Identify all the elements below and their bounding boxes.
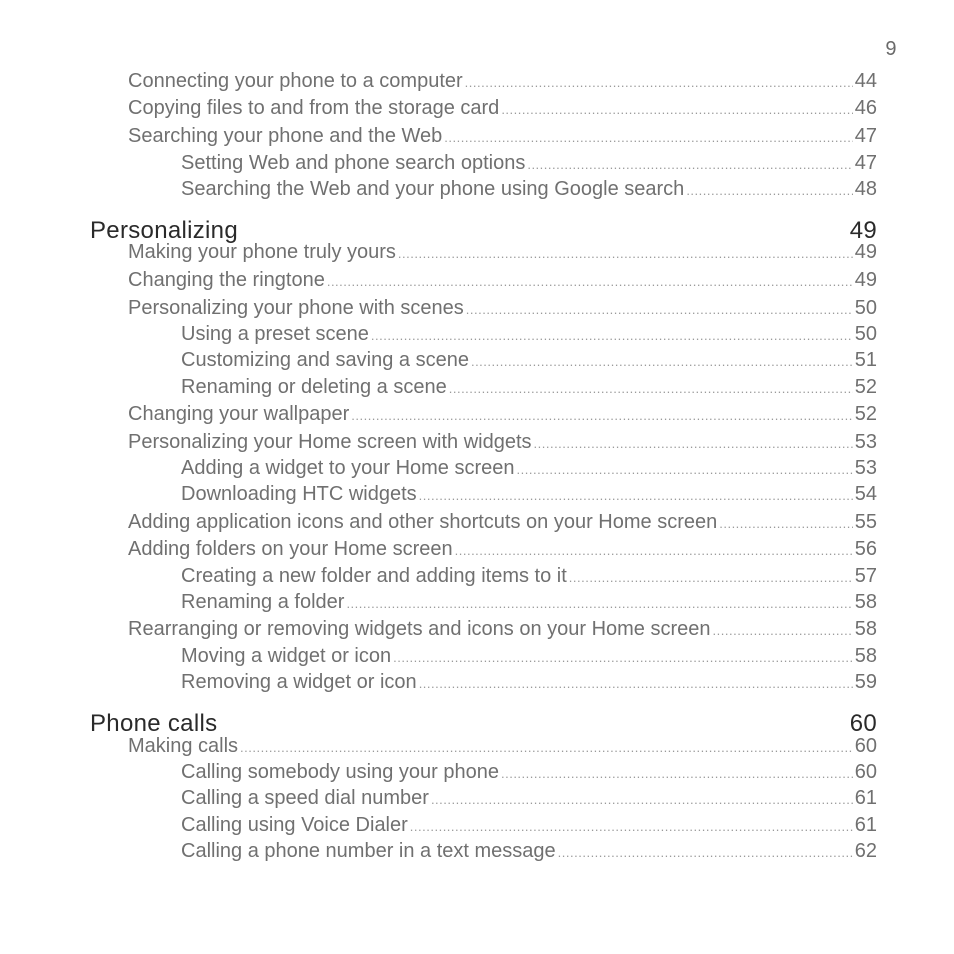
toc-entry-title: Adding application icons and other shortcuts on your Home screen	[128, 511, 718, 533]
toc-entry-page: 55	[854, 511, 877, 533]
dot-leader	[419, 488, 853, 503]
toc-entry-title: Making your phone truly yours	[128, 241, 396, 263]
toc-entry[interactable]	[0, 152, 954, 175]
toc-entry-page: 49	[854, 241, 877, 263]
dot-leader	[465, 75, 853, 90]
dot-leader	[410, 819, 853, 834]
toc-entry[interactable]	[0, 761, 954, 784]
dot-leader	[569, 570, 853, 585]
toc-section-page: 49	[849, 217, 877, 244]
toc-entry-page: 48	[854, 178, 877, 200]
toc-entry-title: Setting Web and phone search options	[181, 152, 526, 174]
toc-entry-title: Rearranging or removing widgets and icons on your Home screen	[128, 618, 711, 640]
dot-leader	[398, 246, 853, 261]
toc-entry-page: 46	[854, 97, 877, 119]
toc-entry-page: 44	[854, 70, 877, 92]
toc-entry[interactable]	[0, 538, 954, 561]
dot-leader	[501, 102, 852, 117]
toc-entry-title: Personalizing your Home screen with widgets	[128, 431, 532, 453]
dot-leader	[455, 543, 853, 558]
toc-entry-title: Calling a speed dial number	[181, 787, 429, 809]
dot-leader	[240, 740, 853, 755]
toc-entry-page: 59	[854, 671, 877, 693]
toc-entry[interactable]	[0, 241, 954, 264]
toc-entry-page: 60	[854, 735, 877, 757]
dot-leader	[527, 157, 852, 172]
toc-entry-page: 60	[854, 761, 877, 783]
toc-section-page: 60	[849, 710, 877, 737]
toc-entry-page: 49	[854, 269, 877, 291]
toc-entry[interactable]	[0, 457, 954, 480]
toc-entry-page: 52	[854, 376, 877, 398]
toc-entry[interactable]	[0, 431, 954, 454]
dot-leader	[686, 183, 852, 198]
toc-entry[interactable]	[0, 297, 954, 320]
dot-leader	[471, 354, 853, 369]
toc-entry-title: Moving a widget or icon	[181, 645, 392, 667]
dot-leader	[431, 792, 853, 807]
toc-entry-page: 53	[854, 431, 877, 453]
dot-leader	[371, 328, 853, 343]
toc-entry-title: Changing the ringtone	[128, 269, 325, 291]
toc-entry[interactable]	[0, 269, 954, 292]
toc-entry-title: Copying files to and from the storage card	[128, 97, 500, 119]
dot-leader	[517, 462, 853, 477]
toc-entry-page: 56	[854, 538, 877, 560]
toc-entry-title: Removing a widget or icon	[181, 671, 417, 693]
toc-entry-title: Personalizing your phone with scenes	[128, 297, 464, 319]
toc-entry[interactable]	[0, 618, 954, 641]
toc-entry[interactable]	[0, 814, 954, 837]
toc-entry-title: Customizing and saving a scene	[181, 349, 469, 371]
dot-leader	[719, 516, 853, 531]
toc-entry[interactable]	[0, 70, 954, 93]
dot-leader	[346, 596, 852, 611]
toc-entry[interactable]	[0, 178, 954, 201]
toc-entry[interactable]	[0, 125, 954, 148]
toc-entry-title: Renaming a folder	[181, 591, 345, 613]
dot-leader	[501, 766, 853, 781]
dot-leader	[327, 274, 853, 289]
toc-entry[interactable]	[0, 349, 954, 372]
toc-entry-page: 47	[854, 125, 877, 147]
dot-leader	[393, 650, 853, 665]
toc-entry[interactable]	[0, 323, 954, 346]
toc-section-heading[interactable]	[90, 710, 877, 738]
toc-entry[interactable]	[0, 735, 954, 758]
toc-entry-title: Renaming or deleting a scene	[181, 376, 447, 398]
toc-section-title: Phone calls	[90, 710, 218, 737]
toc-entry[interactable]	[0, 645, 954, 668]
toc-entry[interactable]	[0, 376, 954, 399]
toc-entry-title: Creating a new folder and adding items to it	[181, 565, 567, 587]
toc-entry-page: 47	[854, 152, 877, 174]
toc-entry-page: 51	[854, 349, 877, 371]
toc-entry-title: Downloading HTC widgets	[181, 483, 417, 505]
toc-entry-page: 50	[854, 323, 877, 345]
toc-entry-page: 58	[854, 591, 877, 613]
toc-entry-page: 61	[854, 814, 877, 836]
toc-entry-page: 50	[854, 297, 877, 319]
toc-entry-title: Calling a phone number in a text message	[181, 840, 556, 862]
toc-entry[interactable]	[0, 787, 954, 810]
dot-leader	[534, 436, 853, 451]
toc-entry-page: 57	[854, 565, 877, 587]
toc-entry[interactable]	[0, 840, 954, 863]
toc-entry[interactable]	[0, 565, 954, 588]
toc-entry-title: Changing your wallpaper	[128, 403, 350, 425]
toc-entry[interactable]	[0, 403, 954, 426]
toc-entry-title: Adding folders on your Home screen	[128, 538, 453, 560]
toc-entry[interactable]	[0, 97, 954, 120]
toc-entry-page: 53	[854, 457, 877, 479]
toc-entry-title: Connecting your phone to a computer	[128, 70, 463, 92]
toc-entry-page: 58	[854, 618, 877, 640]
dot-leader	[558, 845, 853, 860]
toc-entry[interactable]	[0, 591, 954, 614]
toc-entry-page: 61	[854, 787, 877, 809]
toc-section-title: Personalizing	[90, 217, 238, 244]
toc-entry-title: Adding a widget to your Home screen	[181, 457, 515, 479]
dot-leader	[466, 302, 853, 317]
toc-entry-page: 58	[854, 645, 877, 667]
dot-leader	[444, 130, 852, 145]
toc-entry-page: 54	[854, 483, 877, 505]
toc-entry-title: Calling using Voice Dialer	[181, 814, 408, 836]
dot-leader	[351, 408, 853, 423]
toc-entry-title: Calling somebody using your phone	[181, 761, 499, 783]
dot-leader	[419, 676, 853, 691]
dot-leader	[713, 623, 853, 638]
toc-entry[interactable]	[0, 671, 954, 694]
page-number: 9	[885, 38, 897, 60]
toc-entry-page: 62	[854, 840, 877, 862]
dot-leader	[449, 381, 853, 396]
toc-entry[interactable]	[0, 483, 954, 506]
toc-entry-title: Making calls	[128, 735, 239, 757]
toc-entry-page: 52	[854, 403, 877, 425]
toc-entry-title: Searching your phone and the Web	[128, 125, 443, 147]
toc-entry-title: Using a preset scene	[181, 323, 369, 345]
toc-entry-title: Searching the Web and your phone using Google search	[181, 178, 685, 200]
toc-entry[interactable]	[0, 511, 954, 534]
